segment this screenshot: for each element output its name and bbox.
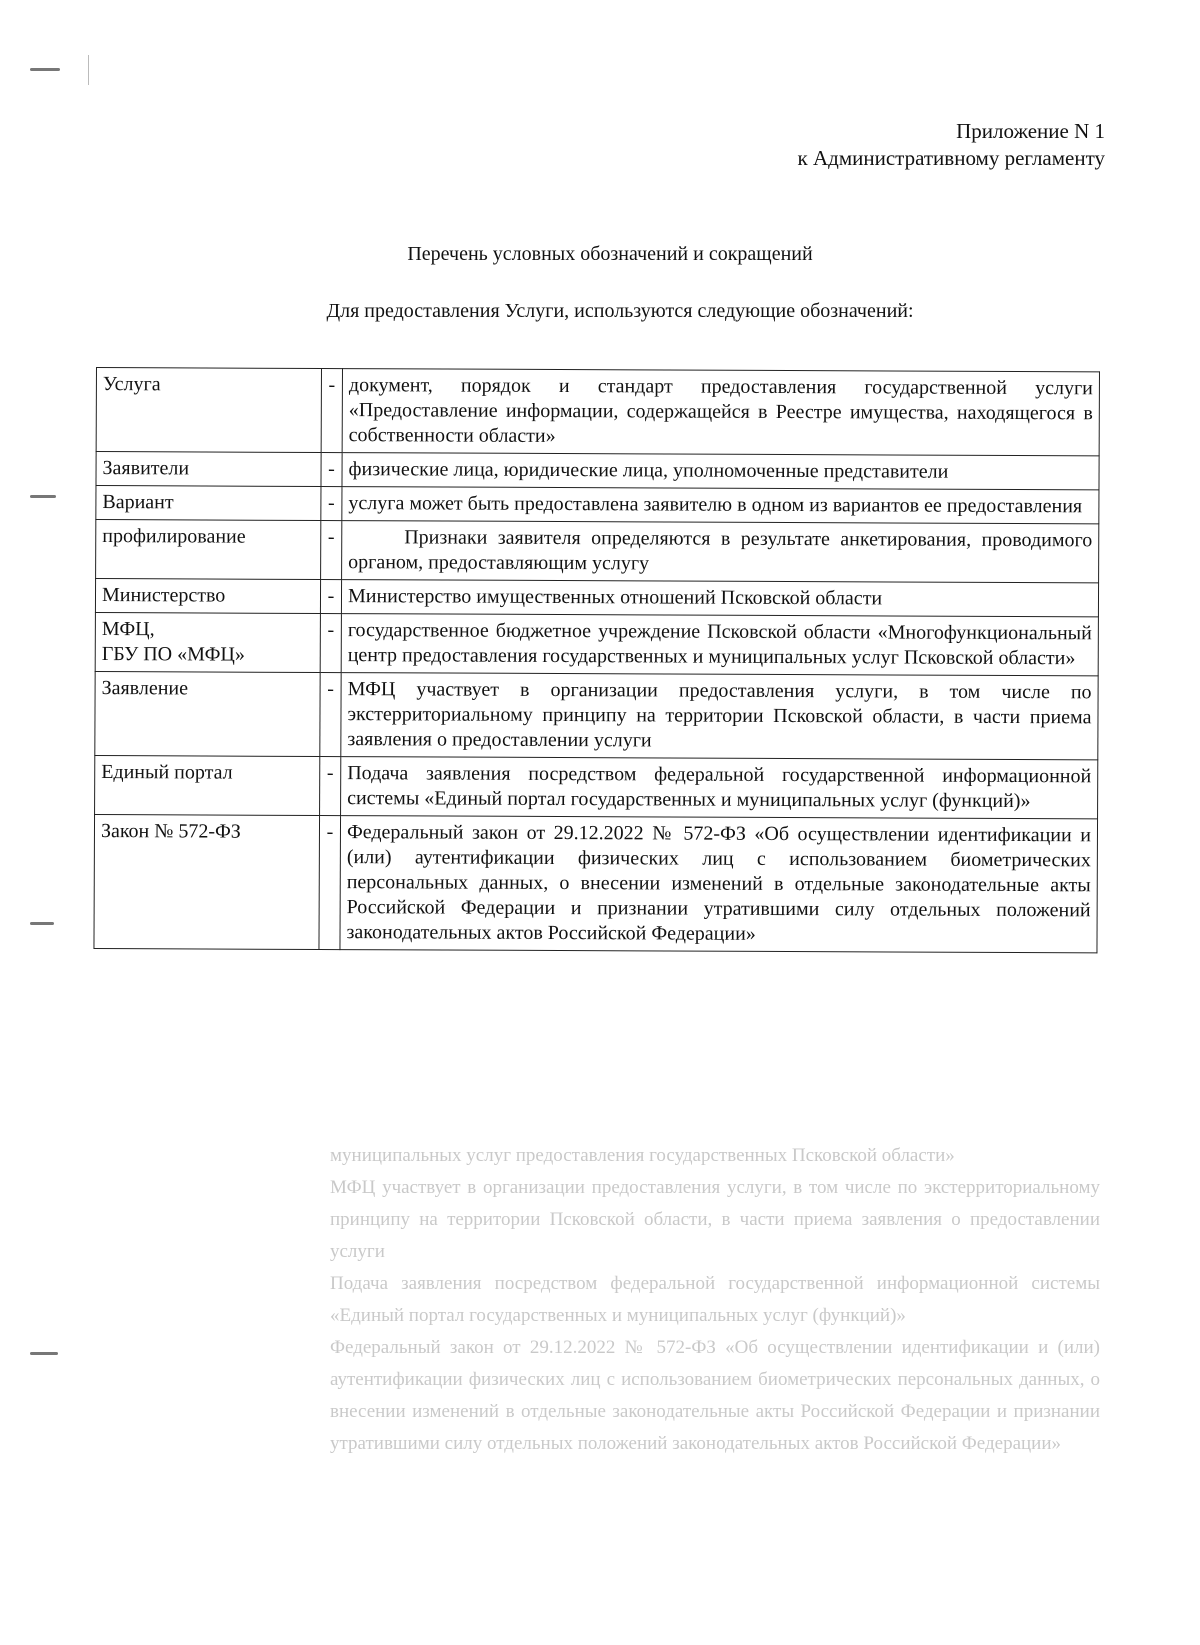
document-title: Перечень условных обозначений и сокращений bbox=[407, 243, 813, 265]
table-row bbox=[95, 579, 1098, 617]
term-line: МФЦ, bbox=[101, 618, 155, 641]
term-cell: Вариант bbox=[96, 486, 321, 521]
term-line: ГБУ ПО «МФЦ» bbox=[101, 643, 245, 666]
appendix-reference: к Административному регламенту bbox=[797, 146, 1105, 170]
table-row bbox=[96, 368, 1099, 456]
definition-cell: МФЦ участвует в организации предоставления услуги, в том числе по экстерриториальному принципу на территории Псковской области, в части приема заявления о предоставлении услуги bbox=[341, 673, 1098, 760]
term-cell: Услуга bbox=[96, 368, 321, 453]
dash-cell: - bbox=[321, 486, 342, 520]
appendix-number: Приложение N 1 bbox=[956, 119, 1105, 143]
scan-edge-mark bbox=[30, 1352, 58, 1355]
appendix-header bbox=[798, 118, 1105, 172]
scan-edge-mark bbox=[30, 495, 56, 498]
scan-edge-mark bbox=[30, 922, 54, 925]
dash-cell: - bbox=[320, 672, 341, 756]
bleed-through-paragraph: муниципальных услуг предоставления государственных Псковской области» bbox=[330, 1145, 955, 1166]
dash-cell: - bbox=[321, 452, 342, 486]
term-cell: Единый портал bbox=[95, 755, 320, 815]
definition-cell: документ, порядок и стандарт предоставления государственной услуги «Предоставление информации, содержащейся в Реестре имущества, находящегося в собственности области» bbox=[342, 369, 1099, 456]
dash-cell: - bbox=[319, 815, 341, 949]
definition-cell: Подача заявления посредством федеральной государственной информационной системы «Единый портал государственных и муниципальных услуг (функций)» bbox=[341, 757, 1098, 819]
table-row bbox=[96, 520, 1099, 583]
definition-cell: государственное бюджетное учреждение Псковской области «Многофункциональный центр предоставления государственных и муниципальных услуг Псковской области» bbox=[341, 614, 1098, 676]
dash-cell: - bbox=[320, 579, 341, 613]
bleed-through-text bbox=[330, 1140, 1100, 1460]
dash-cell: - bbox=[321, 368, 342, 452]
abbreviations-table bbox=[93, 367, 1100, 953]
scan-edge-mark bbox=[30, 68, 60, 71]
definition-cell: Признаки заявителя определяются в результате анкетирования, проводимого органом, предоставляющим услугу bbox=[342, 521, 1099, 583]
definition-cell: физические лица, юридические лица, уполномоченные представители bbox=[342, 453, 1099, 490]
table-row bbox=[96, 452, 1099, 490]
bleed-through-paragraph: Подача заявления посредством федеральной государственной информационной системы «Единый портал государственных и муниципальных услуг (функций)» bbox=[330, 1273, 1100, 1326]
term-cell: Заявители bbox=[96, 452, 321, 487]
term-cell: Министерство bbox=[95, 579, 320, 614]
intro-sentence: Для предоставления Услуги, используются следующие обозначений: bbox=[326, 300, 914, 322]
table-row bbox=[94, 814, 1098, 952]
definition-cell: Министерство имущественных отношений Псковской области bbox=[341, 580, 1098, 617]
dash-cell: - bbox=[320, 613, 341, 672]
bleed-through-paragraph: МФЦ участвует в организации предоставления услуги, в том числе по экстерриториальному принципу на территории Псковской области, в части приема заявления о предоставлении услуги bbox=[330, 1177, 1100, 1262]
table-row bbox=[95, 755, 1098, 818]
definition-cell: услуга может быть предоставлена заявителю в одном из вариантов ее предоставления bbox=[342, 487, 1099, 524]
dash-cell: - bbox=[320, 756, 341, 815]
scan-edge-line bbox=[88, 55, 89, 85]
term-cell: Закон № 572-ФЗ bbox=[94, 814, 320, 949]
definition-cell: Федеральный закон от 29.12.2022 № 572-ФЗ «Об осуществлении идентификации и (или) аутентификации физических лиц с использованием биометрических персональных данных, о внесении изменений в отдельные законодательные акты Российской Федерации и признании утратившими силу отдельных положений законодательных актов Российской Федерации» bbox=[340, 816, 1098, 953]
dash-cell: - bbox=[321, 520, 342, 579]
table-row bbox=[96, 486, 1099, 524]
term-cell bbox=[95, 612, 320, 672]
table-row bbox=[95, 612, 1098, 675]
table-row bbox=[95, 671, 1098, 759]
term-cell: профилирование bbox=[96, 520, 321, 580]
term-cell: Заявление bbox=[95, 671, 320, 756]
bleed-through-paragraph: Федеральный закон от 29.12.2022 № 572-ФЗ «Об осуществлении идентификации и (или) аутентификации физических лиц с использованием биометрических персональных данных, о внесении изменений в отдельные законодательные акты Российской Федерации и признании утратившими силу отдельных положений законодательных актов Российской Федерации» bbox=[330, 1337, 1100, 1454]
